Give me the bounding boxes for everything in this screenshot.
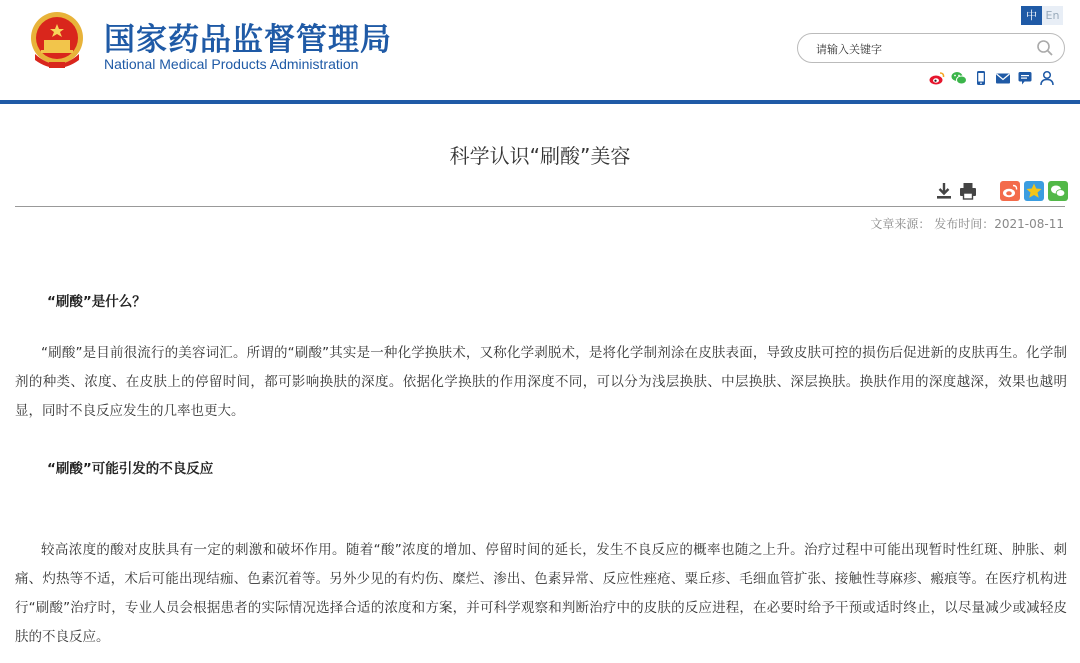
lang-zh-button[interactable]: 中 [1021,6,1042,25]
header-divider-bar [0,100,1080,104]
section-paragraph: “刷酸”是目前很流行的美容词汇。所谓的“刷酸”其实是一种化学换肤术，又称化学剥脱术，是将化学制剂涂在皮肤表面，导致皮肤可控的损伤后促进新的皮肤再生。化学制剂的种类、浓度、在皮肤上的停留时间，都可影响换肤的深度。依据化学换肤的作用深度不同，可以分为浅层换肤、中层换肤、深层换肤。换肤作用的深度越深，效果也越明显，同时不良反应发生的几率也更大。 [15,345,1067,419]
section-heading: “刷酸”是什么？ [47,294,146,310]
site-logo-en[interactable]: National Medical Products Administration [104,56,359,72]
lang-en-button[interactable]: En [1042,6,1063,25]
section-paragraph: 较高浓度的酸对皮肤具有一定的刺激和破坏作用。随着“酸”浓度的增加、停留时间的延长，发生不良反应的概率也随之上升。治疗过程中可能出现暂时性红斑、肿胀、刺痛、灼热等不适，术后可能出现结痂、色素沉着等。另外少见的有灼伤、糜烂、渗出、色素异常、反应性痤疮、粟丘疹、毛细血管扩张、接触性荨麻疹、瘢痕等。在医疗机构进行“刷酸”治疗时，专业人员会根据患者的实际情况选择合适的浓度和方案，并可科学观察和判断治疗中的皮肤的反应进程，在必要时给予干预或适时终止，以尽量减少或减轻皮肤的不良反应。 [15,542,1067,645]
article-title: 科学认识“刷酸”美容 [449,144,631,168]
language-switch [1021,6,1063,25]
weibo-icon[interactable] [929,70,945,86]
publish-date: 2021-08-11 [994,217,1064,231]
message-icon[interactable] [1017,70,1033,86]
site-header [0,0,1080,101]
weibo-share-icon[interactable] [1000,181,1020,201]
download-icon[interactable] [934,181,954,201]
title-divider [15,206,1065,207]
search-icon[interactable] [1036,39,1054,57]
national-emblem-icon[interactable] [27,10,87,72]
section-heading: “刷酸”可能引发的不良反应 [47,461,214,477]
article-meta [870,215,1064,232]
article-tools [934,181,1068,201]
search-box [797,33,1065,63]
site-logo-cn[interactable]: 国家药品监督管理局 [104,22,392,58]
mobile-icon[interactable] [973,70,989,86]
source-label: 文章来源： [870,217,931,231]
social-links [929,70,1055,86]
wechat-share-icon[interactable] [1048,181,1068,201]
user-icon[interactable] [1039,70,1055,86]
publish-label: 发布时间： [934,217,995,231]
mail-icon[interactable] [995,70,1011,86]
wechat-icon[interactable] [951,70,967,86]
print-icon[interactable] [958,181,978,201]
qzone-share-icon[interactable] [1024,181,1044,201]
search-input[interactable] [814,40,1028,58]
